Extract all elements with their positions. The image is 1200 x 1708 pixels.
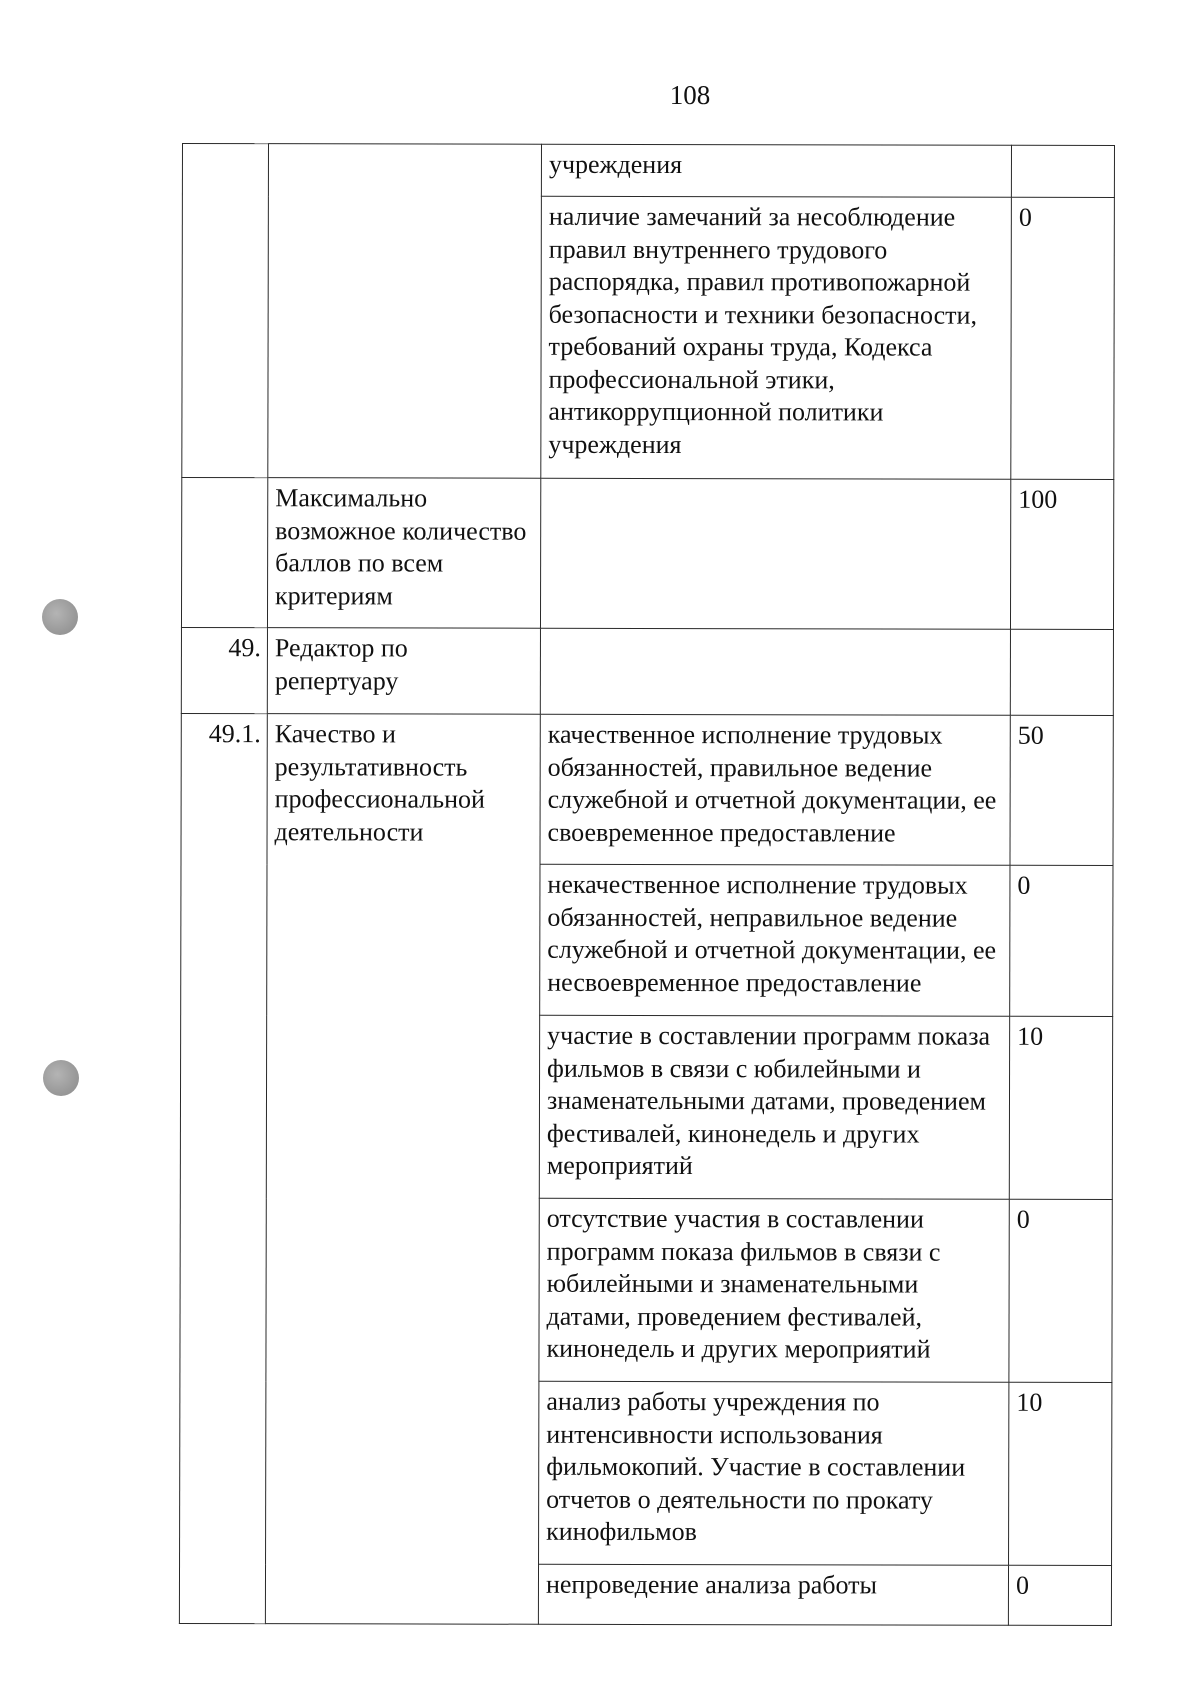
score-cell (1009, 1382, 1112, 1565)
condition-text: участие в составлении программ показа фильмов в связи с юбилейными и знаменательными датами, проведением фестивалей, кинонедель и других мероприятий (546, 1020, 991, 1181)
number-cell (179, 713, 267, 1623)
score-cell (1008, 1565, 1111, 1625)
criterion-name: Качество и результативность профессиональной деятельности (274, 719, 485, 847)
condition-text: некачественное исполнение трудовых обязанностей, неправильное ведение служебной и отчетной документации, ее несвоевременное предоставление (547, 869, 997, 998)
condition-cell (539, 1381, 1009, 1565)
score-cell (1010, 865, 1113, 1016)
condition-cell (540, 864, 1010, 1016)
condition-text: качественное исполнение трудовых обязанностей, правильное ведение служебной и отчетной документации, ее своевременное предоставление (547, 719, 997, 847)
score-value: 10 (1016, 1387, 1043, 1417)
score-value: 0 (1017, 870, 1031, 900)
condition-cell (539, 1198, 1009, 1382)
table-row (181, 713, 1113, 865)
max-score-label: Максимально возможное количество баллов по всем критериям (275, 483, 527, 610)
score-cell (1010, 479, 1113, 629)
score-value: 0 (1018, 202, 1032, 232)
criterion-number: 49.1. (208, 719, 261, 749)
table-row (181, 478, 1113, 630)
condition-text: отсутствие участия в составлении программ показа фильмов в связи с юбилейными и знаменательными датами, проведением фестивалей, кинонедель и других мероприятий (546, 1203, 941, 1364)
condition-cell (541, 144, 1011, 197)
position-title: Редактор по репертуару (274, 633, 408, 695)
score-cell (1010, 629, 1113, 715)
condition-text: анализ работы учреждения по интенсивности использования фильмокопий. Участие в составлении отчетов о деятельности по прокату кинофильмов (546, 1386, 966, 1547)
criterion-name-cell (265, 714, 540, 1625)
criteria-table (179, 143, 1115, 1626)
punch-hole (43, 1060, 79, 1096)
score-cell (1009, 1199, 1112, 1382)
condition-text: учреждения (548, 149, 683, 180)
score-value: 10 (1017, 1021, 1044, 1051)
number-cell (182, 144, 269, 478)
table-row (182, 144, 1114, 198)
table-row (181, 628, 1113, 716)
max-score-value: 100 (1018, 484, 1058, 514)
criterion-name-cell (267, 478, 540, 629)
condition-cell (541, 196, 1012, 479)
page-number: 108 (669, 80, 711, 110)
position-number: 49. (228, 633, 261, 663)
criterion-name-cell (268, 144, 542, 479)
condition-cell (540, 478, 1010, 629)
score-cell (1010, 715, 1113, 865)
condition-text: непроведение анализа работы (545, 1569, 878, 1600)
number-cell (181, 478, 267, 628)
score-cell (1011, 197, 1115, 479)
score-value: 0 (1015, 1570, 1030, 1600)
condition-cell (538, 1564, 1008, 1625)
score-value: 50 (1017, 720, 1044, 750)
punch-hole (42, 599, 78, 635)
condition-cell (539, 1015, 1009, 1199)
condition-cell (540, 628, 1010, 715)
score-cell (1011, 145, 1114, 197)
number-cell (181, 628, 267, 714)
condition-text: наличие замечаний за несоблюдение правил внутреннего трудового распорядка, правил противопожарной безопасности и техники безопасности, требований охраны труда, Кодекса профессиональной этики, антикоррупционной политики учреждения (548, 201, 978, 459)
criterion-name-cell (267, 628, 540, 715)
condition-cell (540, 714, 1010, 865)
score-cell (1009, 1016, 1112, 1199)
score-value: 0 (1016, 1204, 1030, 1234)
